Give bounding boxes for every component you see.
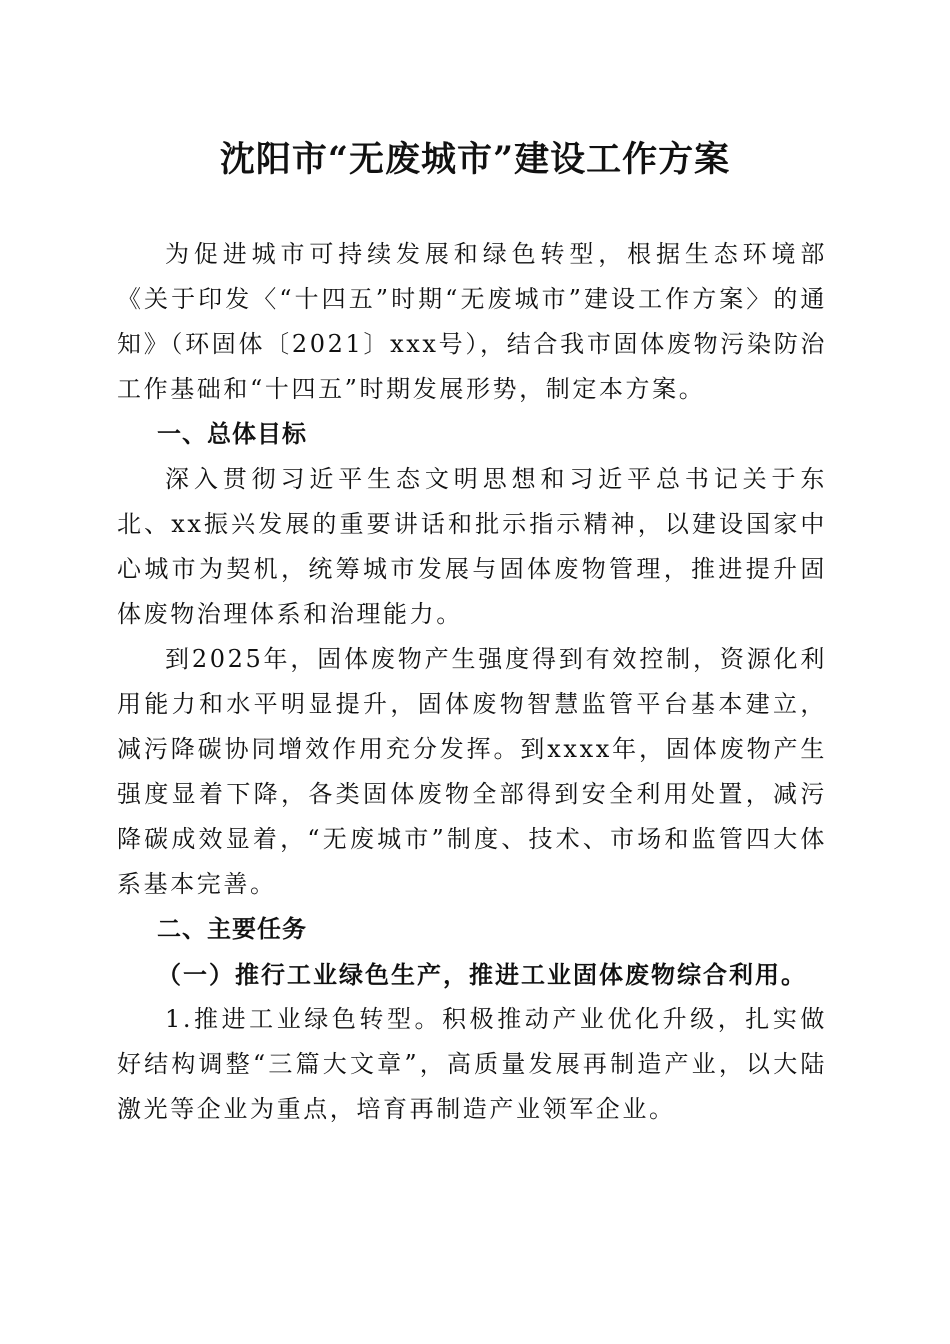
- document-body: [117, 232, 827, 1132]
- subsection-heading-industrial: （一）推行工业绿色生产，推进工业固体废物综合利用。: [157, 960, 807, 989]
- document-title: 沈阳市“无废城市”建设工作方案: [219, 139, 731, 180]
- task-item-1: 1.推进工业绿色转型。积极推动产业优化升级，扎实做好结构调整“三篇大文章”，高质量发展再制造产业，以大陆激光等企业为重点，培育再制造产业领军企业。: [117, 1005, 827, 1123]
- goals-paragraph-2: 到2025年，固体废物产生强度得到有效控制，资源化利用能力和水平明显提升，固体废物智慧监管平台基本建立，减污降碳协同增效作用充分发挥。到xxxx年，固体废物产生强度显着下降，各类固体废物全部得到安全利用处置，减污降碳成效显着，“无废城市”制度、技术、市场和监管四大体系基本完善。: [117, 645, 827, 898]
- section-heading-overall-goals: 一、总体目标: [157, 420, 307, 448]
- goals-paragraph-1: 深入贯彻习近平生态文明思想和习近平总书记关于东北、xx振兴发展的重要讲话和批示指示精神，以建设国家中心城市为契机，统筹城市发展与固体废物管理，推进提升固体废物治理体系和治理能力。: [117, 465, 827, 628]
- section-heading-main-tasks: 二、主要任务: [157, 915, 307, 943]
- intro-paragraph: 为促进城市可持续发展和绿色转型，根据生态环境部《关于印发〈“十四五”时期“无废城市”建设工作方案〉的通知》（环固体〔2021〕xxx号），结合我市固体废物污染防治工作基础和“十四五”时期发展形势，制定本方案。: [117, 240, 827, 403]
